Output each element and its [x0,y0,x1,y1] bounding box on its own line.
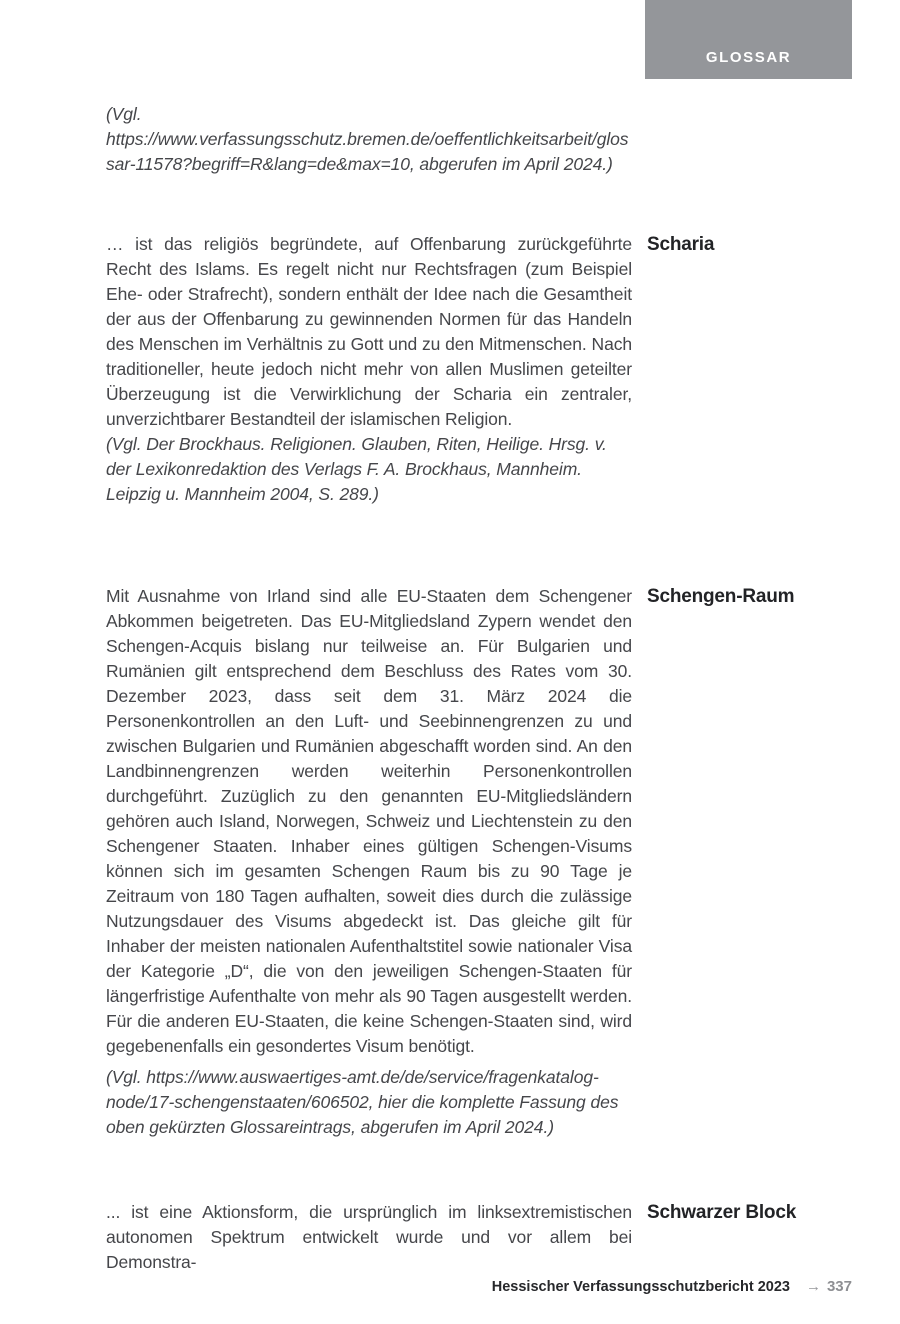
schengen-definition: Mit Ausnahme von Irland sind alle EU-Staaten dem Schengener Abkommen beigetreten. Das EU-Mitgliedsland Zypern wendet den Schengen-Acquis bislang nur teilweise an. Für Bulgarien und Rumänien gilt entsprechend dem Beschluss des Rates vom 30. Dezember 2023, dass seit dem 31. März 2024 die Personenkontrollen an den Luft- und Seebinnengrenzen zu und zwischen Bulgarien und Rumänien abgeschafft worden sind. An den Landbinnengrenzen werden weiterhin Personenkontrollen durchgeführt. Zuzüglich zu den genannten EU-Mitgliedsländern gehören auch Island, Norwegen, Schweiz und Liechtenstein zu den Schengener Staaten. Inhaber eines gültigen Schengen-Visums können sich im gesamten Schengen Raum bis zu 90 Tage je Zeitraum von 180 Tagen aufhalten, soweit dies durch die zulässige Nutzungsdauer des Visums abgedeckt ist. Das gleiche gilt für Inhaber der meisten nationalen Aufenthaltstitel sowie nationaler Visa der Kategorie „D“, die von den jeweiligen Schengen-Staaten für längerfristige Aufenthalte von mehr als 90 Tagen ausgestellt werden. Für die anderen EU-Staaten, die keine Schengen-Staaten sind, wird gegebenenfalls ein gesondertes Visum benötigt. [106,586,632,1056]
arrow-right-icon: → [805,1278,821,1295]
margin-term-schwarzer-block: Schwarzer Block [647,1202,797,1223]
scharia-citation: (Vgl. Der Brockhaus. Religionen. Glauben, Riten, Heilige. Hrsg. v. der Lexikonredaktion des Verlags F. A. Brockhaus, Mannheim. Leipzig u. Mannheim 2004, S. 289.) [106,434,607,504]
report-title: Hessischer Verfassungsschutzbericht 2023 [491,1279,790,1295]
page-footer [492,1277,852,1297]
schengen-citation: (Vgl. https://www.auswaertiges-amt.de/de/service/fragenkatalog-node/17-schengenstaaten/606502, hier die komplette Fassung des oben gekürzten Glossareintrags, abgerufen im April 2024.) [106,1067,619,1137]
margin-term-scharia: Scharia [647,234,715,255]
page-number: 337 [826,1278,852,1295]
glossar-section-tab [645,0,852,79]
margin-term-schengen-raum: Schengen-Raum [647,586,795,607]
intro-citation: (Vgl. https://www.verfassungsschutz.bremen.de/oeffentlichkeitsarbeit/glossar-11578?begriff=R&lang=de&max=10, abgerufen im April 2024.) [106,104,629,174]
schwarzer-block-definition: ... ist eine Aktionsform, die ursprünglich im linksextremistischen autonomen Spektrum entwickelt wurde und vor allem bei Demonstra- [106,1202,632,1272]
glossar-section-label: GLOSSAR [705,49,792,66]
scharia-definition: … ist das religiös begründete, auf Offenbarung zurückgeführte Recht des Islams. Es regelt nicht nur Rechtsfragen (zum Beispiel Ehe- oder Strafrecht), sondern enthält der Idee nach die Gesamtheit der aus der Offenbarung zu gewinnenden Normen für das Handeln des Menschen im Verhältnis zu Gott und zu den Mitmenschen. Nach traditioneller, heute jedoch nicht mehr von allen Muslimen geteilter Überzeugung ist die Verwirklichung der Scharia ein zentraler, unverzichtbarer Bestandteil der islamischen Religion. [106,234,632,429]
